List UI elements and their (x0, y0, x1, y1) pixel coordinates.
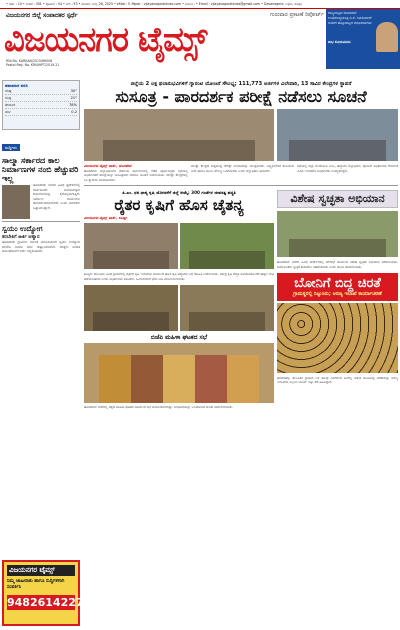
agri-headline: ರೈತರ ಕೃಷಿಗೆ ಹೊಸ ಚೈತನ್ಯ (114, 196, 244, 215)
ad-text: ರಾಜ್ಯಮಟ್ಟದ ರಾಜಕಾರಣಿ ಉಪಮುಖ್ಯಮಂತ್ರಿ ಡಿ.ಕೆ. ಶಿವಕುಮಾರ್ ಅವರಿಗೆ ಹುಟ್ಟುಹಬ್ಬದ ಶುಭಾಶಯಗಳು (328, 11, 372, 25)
side-box-title: ಸ್ವಯಂ ಉದ್ಯೋಗ (2, 225, 43, 233)
officials-photo (277, 109, 398, 161)
lead-headline: ಸುಸೂತ್ರ - ಪಾರದರ್ಶಕ ಪರೀಕ್ಷೆ ನಡೆಸಲು ಸೂಚನೆ (115, 87, 367, 106)
lead-col-3: ಸಭೆಯಲ್ಲಿ ಜಿಲ್ಲಾ ಪಂಚಾಯಿತಿ ಸಿಇಒ, ಹೆಚ್ಚುವರಿ ಜಿಲ್ಲಾಧಿಕಾರಿ, ಪೊಲೀಸ್ ಅಧಿಕಾರಿಗಳು ಸೇರಿದಂತೆ ವಿವಿಧ ಇಲಾಖೆಗಳ ಅಧಿಕಾರಿಗಳು ಉಪಸ್ಥಿತರಿದ್ದರು. (297, 164, 398, 173)
field-photo (180, 223, 274, 269)
side-box-text: ಹೊಸಪೇಟೆ: ಗ್ರಾಮೀಣ ಯುವಕ ಯುವತಿಯರಿಗೆ ಸ್ವಯಂ ಉದ್ಯೋಗ ತರಬೇತಿ ನೀಡಲು ಅರ್ಜಿ ಆಹ್ವಾನಿಸಲಾಗಿದೆ. ಆಸಕ್ತರು ನಿಗದಿತ ದಿನಾಂಕದೊಳಗೆ ಅರ್ಜಿ ಸಲ್ಲಿಸಬಹುದು. (2, 240, 80, 254)
agri-kicker: ಪಿ.ಎಂ. ಧನ ಧಾನ್ಯ ಕೃಷಿ ಯೋಜನೆಗೆ ಜಿಲ್ಲೆ ಆಯ್ಕೆ; 300 ಗಂಟೆಗಳ ಜೀವಸತ್ವ ಪದ್ಧತಿ (122, 190, 236, 196)
cleanliness-banner: ವಿಶೇಷ ಸ್ವಚ್ಛತಾ ಅಭಿಯಾನ (277, 190, 398, 208)
drive-photo (277, 211, 398, 257)
promo-phone: 9482614227 (7, 596, 84, 609)
main-content (84, 80, 398, 628)
masthead-tagline: ಗುರುವಾರ ಪ್ರಕಟಣೆ ರಿಪೋರ್ಟ್ (270, 12, 324, 18)
leopard-body: ಹರಪನಹಳ್ಳಿ: ತಾಲೂಕಿನ ಗ್ರಾಮದ ಬಳಿ ಹಲವು ದಿನಗಳಿಂದ ಜನರಲ್ಲಿ ಆತಂಕ ಮೂಡಿಸಿದ್ದ ಚಿರತೆಯನ್ನು ಅರಣ್ಯ ಇಲಾಖೆಯ ಸಿಬ್ಬಂದಿ ಬೋನ್ ಇಟ್ಟು ಸೆರೆ ಹಿಡಿದಿದ್ದಾರೆ. (277, 375, 398, 385)
cleanliness-photos (277, 211, 398, 257)
leopard-subhead: ಗ್ರಾಮಸ್ಥರಲ್ಲಿ ನಿಟ್ಟುಸಿರು; ಅರಣ್ಯ ಇಲಾಖೆ ಕಾರ್ಯಾಚರಣೆ (293, 290, 382, 297)
lead-columns (84, 164, 398, 182)
masthead (0, 9, 400, 69)
person-photo (2, 185, 30, 219)
top-info-strip: • ವರ್ಷ : 10 • ಸಂಚಿಕೆ : 301 • ಪುಟಗಳು : 04 • ಬೆಲೆ : ₹3 • ಶನಿವಾರ, ಜುಲೈ 26, 2025 • eMail : E-Paper : vijayanagaratimes.com • ದಿನಾಂಕ : • Email : vijayanagaratimes@gmail.com • Davanagere, ಬಳ್ಳಾರಿ, ಕೊಪ್ಪಳ (0, 0, 400, 9)
weather-value: 0.2 (71, 110, 77, 114)
side-article-text: ಹೊಸಪೇಟೆ: ನಗರದ ವಿವಿಧ ಪ್ರದೇಶಗಳಲ್ಲಿ ಸಾರ್ವಜನಿಕರ ಅನುಕೂಲಕ್ಕಾಗಿ ಕಾಮಗಾರಿಗಳನ್ನು ಕೈಗೊಳ್ಳಲಾಗುತ್ತಿದೆ. ನಿರ್ಮಾಣ ಕಾರ್ಯಗಳು ಪಾರದರ್ಶಕವಾಗಿರಬೇಕು ಎಂದು ನಾಗರಿಕರು ಒತ್ತಾಯಿಸಿದ್ದಾರೆ. (33, 183, 80, 210)
portrait-photo (376, 22, 398, 52)
weather-value: 78% (69, 103, 77, 107)
agri-photos-2 (84, 285, 274, 331)
agri-story (84, 190, 274, 409)
lead-kicker: ಜಿಲ್ಲೆಯ 2 ಲಕ್ಷ ಫಲಾನುಭವಿಗಳಿಗೆ ಗ್ಯಾರಂಟಿ ಯೋಜನೆ ಸೌಲಭ್ಯ; 111,773 ಅರ್ಜಿಗಳ ವಿಲೇವಾರಿ, 13 ಸಾವಿರ ಕೇಂದ್ರಗಳ ಸ್ಥಾಪನೆ (130, 81, 352, 87)
weather-label: ಕನಿಷ್ಠ (5, 96, 12, 100)
weather-row (5, 88, 77, 95)
weather-label: ಗರಿಷ್ಠ (5, 89, 12, 93)
weather-row (5, 95, 77, 102)
field-photo (84, 285, 178, 331)
newspaper-logo (4, 20, 322, 60)
weather-label: ತೇವಾಂಶ (5, 103, 16, 107)
weather-title: ಹವಾಮಾನ ವರದಿ (5, 83, 28, 88)
weather-label: ಮಳೆ (5, 110, 11, 114)
side-headline: ಸಾಲ್ಮಾ ಸರ್ಕಾರದ ಕಾಲ ನಿರ್ಮಾಣಗಳ ನಂಬಿ ಹೆಚ್ಚುವರಿ ಇಲ್ಲ (2, 156, 79, 183)
agri-byline: ವಿಜಯನಗರ ಟೈಮ್ಸ್ ವಾರ್ತೆ, ಕೂಡ್ಲಿಗಿ (84, 216, 128, 221)
logo-text: ವಿಜಯನಗರ ಟೈಮ್ಸ್ (4, 20, 207, 60)
weather-value: 21° (70, 96, 77, 100)
reg-line-2: Postal Reg. No. KRN/HPT/2019-21 (6, 63, 60, 67)
side-box-subtitle: ತರಬೇತಿಗೆ ಅರ್ಜಿ ಆಹ್ವಾನ (2, 235, 40, 240)
side-news (2, 134, 80, 211)
lead-column (84, 164, 188, 182)
left-sidebar (2, 80, 84, 628)
field-photo (84, 223, 178, 269)
weather-row (5, 102, 77, 109)
group-photo (84, 343, 274, 403)
agri-photos (84, 223, 274, 269)
bjp-headline: ಬಿಜೆಪಿ ಮಹಿಳಾ ಘಟಕದ ಸಭೆ (150, 333, 208, 341)
self-employment-box (2, 221, 80, 254)
masthead-kicker: ವಿಜಯನಗರ ಜಿಲ್ಲೆ ಸಂಪಾದಕರ ಸ್ಫರ್ಧೆ (6, 12, 78, 19)
weather-box (2, 80, 80, 130)
lower-band (84, 190, 398, 409)
lead-photos (84, 109, 398, 161)
lead-byline: ವಿಜಯನಗರ ಟೈಮ್ಸ್ ವಾರ್ತೆ, ಹೊಸಪೇಟೆ (84, 164, 132, 168)
field-photo (180, 285, 274, 331)
cleanliness-body: ಹೊಸಪೇಟೆ: ನಗರದ ವಿವಿಧ ವಾರ್ಡ್‌ಗಳಲ್ಲಿ ನಗರಸಭೆ ವತಿಯಿಂದ ವಿಶೇಷ ಸ್ವಚ್ಛತಾ ಅಭಿಯಾನ ನಡೆಸಲಾಯಿತು. ಸಾರ್ವಜನಿಕರು ಸ್ವಚ್ಛತೆ ಕಾಪಾಡಲು ಸಹಕರಿಸಬೇಕು ಎಂದು ಮನವಿ ಮಾಡಲಾಯಿತು. (277, 260, 398, 269)
contact-promo (2, 560, 84, 626)
ad-sign: ಶುಭ ಕೋರುವವರು (328, 40, 351, 44)
promo-subtitle: ನಿಮ್ಮ ಜಾಹೀರಾತು ಹಾಗೂ ಸುದ್ದಿಗಳಿಗಾಗಿ ಸಂಪರ್ಕಿಸಿ (7, 579, 65, 590)
leopard-photo (277, 303, 398, 373)
bjp-body: ಹೊಸಪೇಟೆ: ನಗರದಲ್ಲಿ ಪಕ್ಷದ ಮಹಿಳಾ ಘಟಕದ ವತಿಯಿಂದ ಸಭೆ ಆಯೋಜಿಸಲಾಗಿತ್ತು. ಸಂಘಟನೆಯನ್ನು ಬಲಪಡಿಸುವ ಕುರಿತು ಚರ್ಚಿಸಲಾಯಿತು. (84, 404, 233, 409)
agri-body: ಕೂಡ್ಲಿಗಿ: ತಾಲೂಕಿನ ವಿವಿಧ ಗ್ರಾಮಗಳಲ್ಲಿ ರೈತರಿಗೆ ಕೃಷಿ ಇಲಾಖೆಯ ವತಿಯಿಂದ ಹೊಸ ಕೃಷಿ ಪದ್ಧತಿಗಳ ಬಗ್ಗೆ ಮಾಹಿತಿ ನೀಡಲಾಯಿತು. ಸಮಗ್ರ ಕೃಷಿ ಪದ್ಧತಿ ಅಳವಡಿಸಿಕೊಂಡರೆ ಹೆಚ್ಚಿನ ಲಾಭ ಪಡೆಯಬಹುದು ಎಂದು ಅಧಿಕಾರಿಗಳು ತಿಳಿಸಿದರು. ಜಮೀನುಗಳಿಗೆ ಭೇಟಿ ನೀಡಿ ಪರಿಶೀಲಿಸಲಾಯಿತು. (84, 272, 274, 281)
meeting-photo (84, 109, 274, 161)
divider (84, 185, 398, 186)
masthead-ad (326, 9, 400, 69)
reg-line-1: RNI No. KARKAN/2015/66008 (6, 59, 53, 63)
promo-title: ವಿಜಯನಗರ ಟೈಮ್ಸ್ (7, 565, 75, 576)
registration-info (6, 59, 59, 67)
lead-col-2: ಪರೀಕ್ಷಾ ಕೇಂದ್ರದ ಸುತ್ತಮುತ್ತ ಜೆರಾಕ್ಸ್ ಅಂಗಡಿಗಳನ್ನು ಮುಚ್ಚಿಸಬೇಕು. ಅಭ್ಯರ್ಥಿಗಳಿಗೆ ಕುಡಿಯುವ ನೀರು ಹಾಗೂ ಮೂಲ ಸೌಲಭ್ಯ ಒದಗಿಸಬೇಕು ಎಂದು ಜಿಲ್ಲಾಧಿಕಾರಿ ತಿಳಿಸಿದರು. (191, 164, 294, 173)
news-label: ಸುದ್ದಿಗಳು (2, 144, 20, 151)
weather-row (5, 109, 77, 116)
leopard-headline-box (277, 273, 398, 301)
right-stories (277, 190, 398, 409)
lead-col-1: ಹೊಸಪೇಟೆ: ಜಿಲ್ಲಾಧಿಕಾರಿಗಳ ಕಚೇರಿಯ ಸಭಾಂಗಣದಲ್ಲಿ ನಡೆದ ಪೂರ್ವಸಿದ್ಧತಾ ಸಭೆಯಲ್ಲಿ ಅಧಿಕಾರಿಗಳಿಗೆ ಪರೀಕ್ಷೆಯನ್ನು ಸುಸೂತ್ರವಾಗಿ ನಡೆಸಲು ಸೂಚನೆ ನೀಡಲಾಯಿತು. ಪರೀಕ್ಷಾ ಕೇಂದ್ರಗಳಲ್ಲಿ ಸಿಸಿ ಕ್ಯಾಮೆರಾ ಅಳವಡಿಸಬೇಕು. (84, 168, 188, 182)
leopard-headline: ಬೋನಿಗೆ ಬಿದ್ದ ಚಿರತೆ (294, 275, 381, 291)
weather-value: 30° (70, 89, 77, 93)
